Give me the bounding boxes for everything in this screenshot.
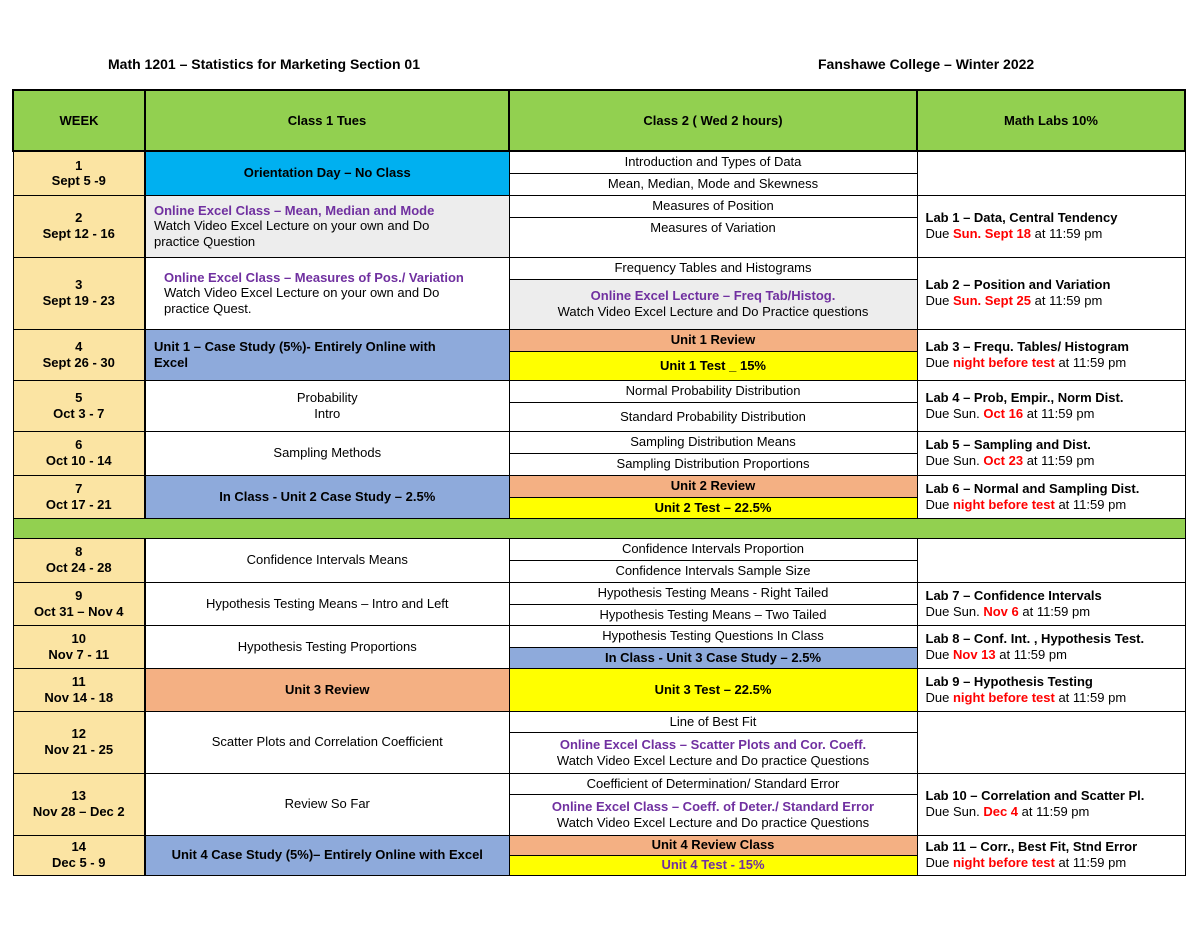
- class2-cell: Coefficient of Determination/ Standard Error: [509, 773, 917, 794]
- week-column-header: WEEK: [13, 90, 145, 151]
- class2-cell: [509, 732, 917, 773]
- class2-cell: Standard Probability Distribution: [509, 402, 917, 431]
- due-date: Oct 23: [983, 453, 1024, 468]
- class1-column-header: Class 1 Tues: [145, 90, 509, 151]
- table-header-row: [13, 90, 1185, 151]
- lab-title: Lab 2 – Position and Variation: [925, 277, 1111, 293]
- online-class-title: Online Excel Class – Mean, Median and Mode: [154, 202, 435, 218]
- due-time: at 11:59 pm: [1058, 354, 1127, 370]
- class2-cell: Normal Probability Distribution: [509, 380, 917, 402]
- class1-cell: Orientation Day – No Class: [145, 151, 509, 195]
- lab-due: [926, 355, 1177, 371]
- week-dates: Oct 31 – Nov 4: [33, 603, 124, 619]
- week-dates: Oct 24 - 28: [45, 560, 112, 575]
- week-cell: [13, 329, 145, 380]
- due-date: night before test: [952, 855, 1055, 870]
- due-label: Due: [925, 293, 950, 308]
- due-time: at 11:59 pm: [999, 646, 1067, 662]
- class2-cell: Mean, Median, Mode and Skewness: [509, 173, 917, 195]
- week-dates: Nov 14 - 18: [44, 689, 114, 705]
- table-row: [13, 711, 1185, 732]
- week-cell: [13, 668, 145, 711]
- week-cell: [13, 625, 145, 668]
- class-topic: Probability: [296, 389, 358, 405]
- lab-due: [926, 497, 1177, 513]
- week-number: 1: [75, 157, 83, 173]
- lab-title: Lab 9 – Hypothesis Testing: [925, 673, 1093, 689]
- class2-cell: Unit 4 Test - 15%: [509, 855, 917, 875]
- class2-column-header: Class 2 ( Wed 2 hours): [509, 90, 917, 151]
- class2-cell: Unit 2 Review: [509, 475, 917, 497]
- lab-cell: [917, 773, 1185, 835]
- week-number: 13: [71, 788, 86, 804]
- due-time: at 11:59 pm: [1034, 226, 1103, 241]
- class1-cell: Review So Far: [145, 773, 509, 835]
- due-time: at 11:59 pm: [1034, 293, 1103, 308]
- week-number: 8: [75, 544, 83, 560]
- class1-cell: [145, 257, 509, 329]
- due-label: Due Sun.: [925, 804, 980, 819]
- lab-cell: [917, 151, 1185, 195]
- week-dates: Sept 12 - 16: [42, 226, 115, 241]
- class2-cell: Measures of Variation: [509, 217, 917, 257]
- class2-cell: [509, 794, 917, 835]
- class2-cell: Line of Best Fit: [509, 711, 917, 732]
- week-number: 12: [71, 726, 86, 742]
- table-row: [13, 668, 1185, 711]
- class2-cell: Introduction and Types of Data: [509, 151, 917, 173]
- lab-due: [926, 647, 1177, 663]
- class1-cell: Unit 3 Review: [145, 668, 509, 711]
- lab-due: [926, 226, 1177, 242]
- due-label: Due: [925, 855, 950, 870]
- week-cell: [13, 257, 145, 329]
- week-cell: [13, 711, 145, 773]
- lab-title: Lab 1 – Data, Central Tendency: [925, 210, 1118, 226]
- class-note: Watch Video Excel Lecture and Do practice Questions: [556, 814, 870, 830]
- week-number: 11: [71, 673, 86, 689]
- week-dates: Oct 3 - 7: [53, 405, 105, 421]
- class2-cell: Unit 4 Review Class: [509, 835, 917, 855]
- class2-cell: Hypothesis Testing Means - Right Tailed: [509, 582, 917, 604]
- table-row: [13, 835, 1185, 855]
- online-class-title: Online Excel Class – Scatter Plots and Cor. Coeff.: [559, 736, 867, 752]
- week-cell: [13, 380, 145, 431]
- class2-cell: Hypothesis Testing Questions In Class: [509, 625, 917, 647]
- due-label: Due Sun.: [925, 405, 980, 421]
- class2-cell: Unit 1 Review: [509, 329, 917, 351]
- lab-due: [926, 604, 1177, 620]
- week-number: 7: [75, 480, 83, 496]
- due-label: Due Sun.: [925, 603, 980, 619]
- labs-column-header: Math Labs 10%: [917, 90, 1185, 151]
- class-note: practice Quest.: [164, 300, 252, 316]
- due-time: at 11:59 pm: [1058, 496, 1127, 512]
- midterm-separator-row: [13, 518, 1185, 538]
- class1-cell: In Class - Unit 2 Case Study – 2.5%: [145, 475, 509, 518]
- class2-cell: Frequency Tables and Histograms: [509, 257, 917, 279]
- week-dates: Oct 10 - 14: [45, 453, 112, 468]
- class1-cell: [145, 329, 509, 380]
- due-time: at 11:59 pm: [1022, 603, 1091, 619]
- table-row: [13, 538, 1185, 560]
- week-number: 6: [75, 437, 83, 453]
- week-number: 10: [71, 630, 86, 646]
- lab-title: Lab 7 – Confidence Intervals: [925, 587, 1102, 603]
- due-date: Nov 6: [983, 603, 1019, 619]
- class2-cell: In Class - Unit 3 Case Study – 2.5%: [509, 647, 917, 668]
- lab-due: [926, 690, 1177, 706]
- lab-title: Lab 6 – Normal and Sampling Dist.: [925, 480, 1140, 496]
- table-row: [13, 475, 1185, 497]
- college-term: Fanshawe College – Winter 2022: [818, 56, 1035, 72]
- week-dates: Nov 7 - 11: [48, 646, 110, 662]
- week-number: 9: [75, 587, 83, 603]
- lab-cell: [917, 538, 1185, 582]
- lab-cell: [917, 431, 1185, 475]
- class2-cell: Confidence Intervals Sample Size: [509, 560, 917, 582]
- week-dates: Sept 26 - 30: [42, 354, 115, 370]
- table-row: [13, 582, 1185, 604]
- document-title: Math 1201 – Statistics for Marketing Section 01: [108, 56, 420, 72]
- class2-cell: Sampling Distribution Means: [509, 431, 917, 453]
- class-note: Watch Video Excel Lecture and Do practice Questions: [556, 752, 870, 768]
- due-time: at 11:59 pm: [1058, 689, 1127, 705]
- due-date: Nov 13: [952, 646, 996, 662]
- class1-cell: Sampling Methods: [145, 431, 509, 475]
- lab-due: [926, 406, 1177, 422]
- lab-title: Lab 11 – Corr., Best Fit, Stnd Error: [925, 839, 1138, 855]
- table-row: [13, 151, 1185, 173]
- week-dates: Nov 21 - 25: [44, 742, 114, 757]
- lab-cell: [917, 475, 1185, 518]
- lab-title: Lab 5 – Sampling and Dist.: [925, 437, 1091, 453]
- class2-cell: Confidence Intervals Proportion: [509, 538, 917, 560]
- week-cell: [13, 538, 145, 582]
- table-row: [13, 380, 1185, 402]
- case-study-text: Excel: [154, 354, 188, 370]
- week-cell: [13, 431, 145, 475]
- week-cell: [13, 195, 145, 257]
- class2-cell: Unit 3 Test – 22.5%: [509, 668, 917, 711]
- due-time: at 11:59 pm: [1058, 855, 1127, 870]
- lab-cell: [917, 711, 1185, 773]
- due-label: Due: [925, 689, 950, 705]
- due-date: night before test: [952, 354, 1055, 370]
- week-number: 4: [75, 338, 83, 354]
- due-date: night before test: [952, 689, 1055, 705]
- week-dates: Sept 5 -9: [51, 173, 106, 189]
- table-row: [13, 329, 1185, 351]
- class1-cell: [145, 195, 509, 257]
- lab-due: [926, 293, 1177, 309]
- separator-bar: [13, 518, 1185, 538]
- class-note: Watch Video Excel Lecture on your own and Do: [164, 285, 440, 301]
- week-dates: Oct 17 - 21: [45, 496, 112, 512]
- lab-cell: [917, 329, 1185, 380]
- lab-cell: [917, 835, 1185, 875]
- lab-title: Lab 8 – Conf. Int. , Hypothesis Test.: [925, 630, 1145, 646]
- week-dates: Dec 5 - 9: [52, 855, 106, 870]
- due-date: night before test: [952, 496, 1055, 512]
- lab-cell: [917, 668, 1185, 711]
- lab-title: Lab 4 – Prob, Empir., Norm Dist.: [925, 389, 1124, 405]
- lab-due: [926, 855, 1177, 871]
- class1-cell: Scatter Plots and Correlation Coefficient: [145, 711, 509, 773]
- course-schedule-table: [12, 89, 1186, 876]
- due-date: Sun. Sept 25: [952, 293, 1032, 308]
- class-note: practice Question: [154, 233, 256, 249]
- class2-cell: [509, 279, 917, 329]
- lab-cell: [917, 380, 1185, 431]
- table-row: [13, 257, 1185, 279]
- week-cell: [13, 582, 145, 625]
- due-label: Due: [925, 496, 950, 512]
- lab-cell: [917, 257, 1185, 329]
- week-number: 2: [75, 210, 83, 226]
- lab-title: Lab 3 – Frequ. Tables/ Histogram: [925, 338, 1129, 354]
- case-study-text: Unit 1 – Case Study (5%)- Entirely Online with: [154, 338, 436, 354]
- online-class-title: Online Excel Class – Measures of Pos./ Variation: [164, 269, 464, 285]
- class2-cell: Unit 1 Test _ 15%: [509, 351, 917, 380]
- online-class-title: Online Excel Class – Coeff. of Deter./ Standard Error: [551, 798, 875, 814]
- due-time: at 11:59 pm: [1026, 405, 1095, 421]
- week-number: 5: [75, 389, 83, 405]
- class2-cell: Measures of Position: [509, 195, 917, 217]
- class1-cell: Confidence Intervals Means: [145, 538, 509, 582]
- online-lecture-title: Online Excel Lecture – Freq Tab/Histog.: [590, 288, 836, 304]
- week-cell: [13, 151, 145, 195]
- table-row: [13, 773, 1185, 794]
- class1-cell: Unit 4 Case Study (5%)– Entirely Online with Excel: [145, 835, 509, 875]
- due-label: Due: [925, 646, 950, 662]
- week-number: 3: [75, 277, 83, 293]
- due-label: Due Sun.: [925, 453, 980, 468]
- week-dates: Nov 28 – Dec 2: [32, 804, 125, 819]
- table-row: [13, 431, 1185, 453]
- week-cell: [13, 475, 145, 518]
- lab-due: [926, 804, 1177, 820]
- due-label: Due: [925, 226, 950, 241]
- class2-cell: Sampling Distribution Proportions: [509, 453, 917, 475]
- class-note: Watch Video Excel Lecture on your own and Do: [154, 218, 430, 234]
- week-number: 14: [71, 839, 86, 855]
- due-label: Due: [925, 354, 950, 370]
- class1-cell: Hypothesis Testing Means – Intro and Left: [145, 582, 509, 625]
- lab-due: [926, 453, 1177, 469]
- class-note: Watch Video Excel Lecture and Do Practice questions: [557, 304, 869, 319]
- class2-cell: Unit 2 Test – 22.5%: [509, 497, 917, 518]
- class-topic: Intro: [314, 405, 341, 421]
- class1-cell: [145, 380, 509, 431]
- due-date: Dec 4: [983, 804, 1019, 819]
- lab-title: Lab 10 – Correlation and Scatter Pl.: [925, 788, 1145, 804]
- table-row: [13, 195, 1185, 217]
- due-date: Sun. Sept 18: [952, 226, 1032, 241]
- due-time: at 11:59 pm: [1026, 453, 1095, 468]
- due-date: Oct 16: [983, 405, 1024, 421]
- due-time: at 11:59 pm: [1021, 804, 1090, 819]
- class2-cell: Hypothesis Testing Means – Two Tailed: [509, 604, 917, 625]
- week-dates: Sept 19 - 23: [42, 293, 115, 308]
- table-row: [13, 625, 1185, 647]
- week-cell: [13, 835, 145, 875]
- class1-cell: Hypothesis Testing Proportions: [145, 625, 509, 668]
- lab-cell: [917, 625, 1185, 668]
- week-cell: [13, 773, 145, 835]
- lab-cell: [917, 195, 1185, 257]
- lab-cell: [917, 582, 1185, 625]
